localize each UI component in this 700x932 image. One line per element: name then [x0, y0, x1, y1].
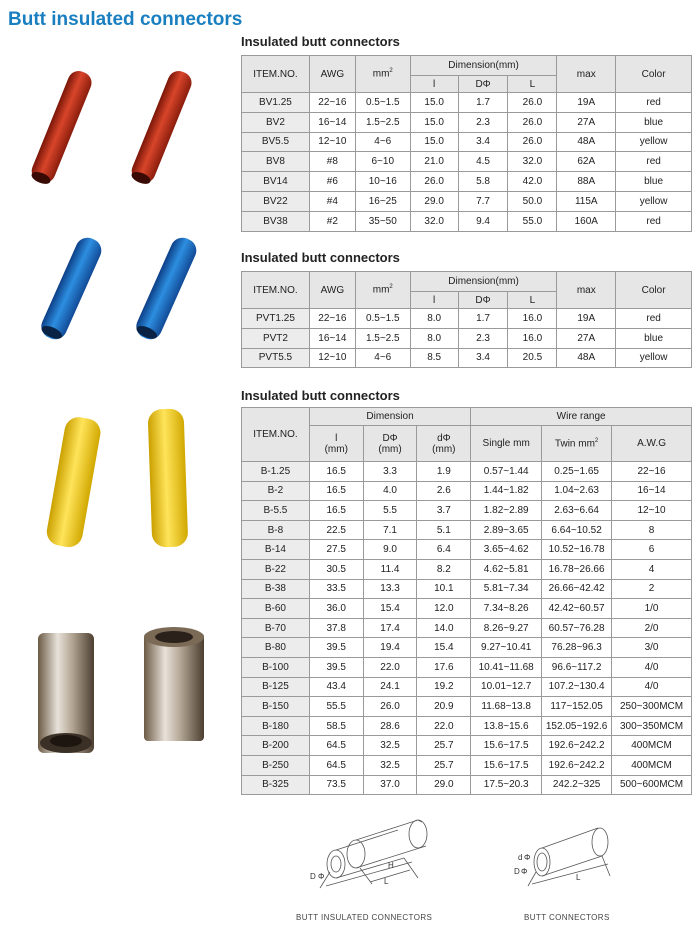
item-cell: PVT5.5 — [242, 348, 310, 368]
header-max: max — [557, 272, 616, 309]
table-cell: 22.0 — [417, 716, 471, 736]
item-cell: B-200 — [242, 736, 310, 756]
table-cell: 22~16 — [612, 462, 692, 482]
item-cell: B-1.25 — [242, 462, 310, 482]
item-cell: B-325 — [242, 775, 310, 795]
table-cell: 16.5 — [309, 501, 363, 521]
table-row — [242, 677, 692, 697]
header-l: l (mm) — [309, 426, 363, 462]
item-cell: PVT1.25 — [242, 309, 310, 329]
table-cell: 64.5 — [309, 736, 363, 756]
table-row — [242, 775, 692, 795]
table-cell: 2/0 — [612, 618, 692, 638]
table-cell: yellow — [616, 132, 692, 152]
table-cell: 48A — [557, 348, 616, 368]
table-cell: 26.66~42.42 — [542, 579, 612, 599]
page-title: Butt insulated connectors — [8, 9, 243, 30]
table-row — [242, 559, 692, 579]
table-cell: 2 — [612, 579, 692, 599]
item-cell: BV14 — [242, 172, 310, 192]
table-cell: 9.0 — [363, 540, 417, 560]
header-dimension: Dimension — [309, 408, 470, 426]
header-dimension: Dimension(mm) — [410, 56, 557, 76]
table-cell: 12.0 — [417, 599, 471, 619]
table-cell: 8.0 — [410, 328, 458, 348]
table-cell: 10.41~11.68 — [471, 657, 542, 677]
table-cell: 27A — [557, 328, 616, 348]
table-cell: 30.5 — [309, 559, 363, 579]
header-mm2: $mm^2$ — [355, 272, 410, 309]
table-cell: 4~6 — [355, 132, 410, 152]
table-row — [242, 716, 692, 736]
diagram-label-d: D — [310, 872, 316, 881]
table-cell: 15.0 — [410, 112, 458, 132]
diagram-label-d2-sym: Φ — [524, 853, 531, 862]
table-cell: 1.44~1.82 — [471, 481, 542, 501]
table-row — [242, 152, 692, 172]
table-cell: 13.8~15.6 — [471, 716, 542, 736]
table-cell: 15.4 — [417, 638, 471, 658]
table-cell: 55.5 — [309, 697, 363, 717]
table-cell: 3.3 — [363, 462, 417, 482]
table-cell: 9.4 — [458, 211, 508, 231]
item-cell: PVT2 — [242, 328, 310, 348]
table-cell: 26.0 — [508, 132, 557, 152]
table-row — [242, 657, 692, 677]
table-cell: 22.0 — [363, 657, 417, 677]
item-cell: B-2 — [242, 481, 310, 501]
yellow-connectors-photo — [38, 405, 218, 555]
table-row — [242, 599, 692, 619]
table-row — [242, 93, 692, 113]
item-cell: B-180 — [242, 716, 310, 736]
table-cell: #6 — [309, 172, 355, 192]
table-cell: 15.6~17.5 — [471, 736, 542, 756]
table-cell: 19.2 — [417, 677, 471, 697]
table-cell: 25.7 — [417, 736, 471, 756]
diagram-caption-insulated: BUTT INSULATED CONNECTORS — [296, 913, 433, 922]
table-cell: 10~16 — [355, 172, 410, 192]
table-cell: 4~6 — [355, 348, 410, 368]
diagram-label-d-sym: Φ — [521, 867, 528, 876]
table-cell: 16.78~26.66 — [542, 559, 612, 579]
table-row — [242, 191, 692, 211]
table-cell: blue — [616, 172, 692, 192]
table-cell: 22.5 — [309, 520, 363, 540]
table-cell: blue — [616, 328, 692, 348]
table-row — [242, 638, 692, 658]
table-cell: 8.0 — [410, 309, 458, 329]
table-cell: 12~10 — [612, 501, 692, 521]
table-cell: 2.89~3.65 — [471, 520, 542, 540]
section-title-1: Insulated butt connectors — [241, 34, 400, 49]
table-cell: 0.5~1.5 — [355, 93, 410, 113]
table-row — [242, 697, 692, 717]
table-cell: 11.68~13.8 — [471, 697, 542, 717]
table-cell: 11.4 — [363, 559, 417, 579]
table-cell: red — [616, 93, 692, 113]
table-cell: 1.04~2.63 — [542, 481, 612, 501]
table-cell: 15.0 — [410, 93, 458, 113]
table-cell: 400MCM — [612, 755, 692, 775]
item-cell: BV22 — [242, 191, 310, 211]
table-cell: 55.0 — [508, 211, 557, 231]
table-cell: 16.0 — [508, 328, 557, 348]
table-cell: 15.4 — [363, 599, 417, 619]
table-cell: 4/0 — [612, 677, 692, 697]
table-cell: 1.7 — [458, 93, 508, 113]
header-d: DΦ — [458, 292, 508, 309]
spec-table-bv — [241, 55, 692, 232]
table-cell: 62A — [557, 152, 616, 172]
table-cell: 0.57~1.44 — [471, 462, 542, 482]
table-cell: #4 — [309, 191, 355, 211]
table-cell: 16~25 — [355, 191, 410, 211]
butt-connector-diagram — [498, 820, 628, 895]
table-cell: 26.0 — [508, 93, 557, 113]
table-cell: 36.0 — [309, 599, 363, 619]
table-cell: 32.0 — [410, 211, 458, 231]
table-cell: 16~14 — [612, 481, 692, 501]
item-cell: B-14 — [242, 540, 310, 560]
table-cell: 22~16 — [309, 309, 355, 329]
table-cell: yellow — [616, 348, 692, 368]
header-awg: AWG — [309, 56, 355, 93]
table-cell: 15.6~17.5 — [471, 755, 542, 775]
table-row — [242, 172, 692, 192]
table-cell: 1.9 — [417, 462, 471, 482]
table-cell: 6~10 — [355, 152, 410, 172]
table-cell: 73.5 — [309, 775, 363, 795]
blue-connectors-photo — [30, 232, 220, 347]
table-row — [242, 481, 692, 501]
table-cell: 16~14 — [309, 328, 355, 348]
table-cell: 117~152.05 — [542, 697, 612, 717]
header-d: DΦ — [458, 76, 508, 93]
table-cell: 19.4 — [363, 638, 417, 658]
table-cell: 5.8 — [458, 172, 508, 192]
item-cell: BV38 — [242, 211, 310, 231]
table-cell: 25.7 — [417, 755, 471, 775]
header-twin: Twin $mm^2$ — [542, 426, 612, 462]
table-cell: 7.34~8.26 — [471, 599, 542, 619]
table-cell: 27A — [557, 112, 616, 132]
header-mm2: $mm^2$ — [355, 56, 410, 93]
table-cell: 2.3 — [458, 328, 508, 348]
table-cell: 5.1 — [417, 520, 471, 540]
table-cell: 19A — [557, 93, 616, 113]
table-cell: 32.5 — [363, 736, 417, 756]
table-cell: 9.27~10.41 — [471, 638, 542, 658]
table-cell: 6.64~10.52 — [542, 520, 612, 540]
table-cell: 22~16 — [309, 93, 355, 113]
table-cell: 24.1 — [363, 677, 417, 697]
table-cell: #2 — [309, 211, 355, 231]
table-cell: 4 — [612, 559, 692, 579]
table-row — [242, 520, 692, 540]
spec-table-b — [241, 407, 692, 795]
table-row — [242, 328, 692, 348]
table-cell: 26.0 — [410, 172, 458, 192]
table-cell: 4.62~5.81 — [471, 559, 542, 579]
table-row — [242, 132, 692, 152]
table-cell: 0.25~1.65 — [542, 462, 612, 482]
table-cell: 3.4 — [458, 348, 508, 368]
section-title-2: Insulated butt connectors — [241, 250, 400, 265]
diagram-label-h: H — [388, 861, 394, 870]
header-color: Color — [616, 272, 692, 309]
table-cell: 1.7 — [458, 309, 508, 329]
header-l: l — [410, 76, 458, 93]
table-cell: 20.5 — [508, 348, 557, 368]
table-cell: 76.28~96.3 — [542, 638, 612, 658]
table-cell: 50.0 — [508, 191, 557, 211]
table-cell: 1/0 — [612, 599, 692, 619]
item-cell: BV1.25 — [242, 93, 310, 113]
table-cell: 21.0 — [410, 152, 458, 172]
table-cell: 152.05~192.6 — [542, 716, 612, 736]
table-row — [242, 211, 692, 231]
table-row — [242, 309, 692, 329]
header-max: max — [557, 56, 616, 93]
table-cell: 43.4 — [309, 677, 363, 697]
table-cell: 37.0 — [363, 775, 417, 795]
table-cell: 26.0 — [363, 697, 417, 717]
item-cell: B-70 — [242, 618, 310, 638]
item-cell: B-125 — [242, 677, 310, 697]
table-cell: 42.42~60.57 — [542, 599, 612, 619]
table-cell: 3.65~4.62 — [471, 540, 542, 560]
item-cell: B-22 — [242, 559, 310, 579]
item-cell: B-150 — [242, 697, 310, 717]
table-cell: 33.5 — [309, 579, 363, 599]
table-cell: 39.5 — [309, 657, 363, 677]
table-cell: 250~300MCM — [612, 697, 692, 717]
diagram-label-d-sym: Φ — [318, 872, 325, 881]
table-cell: 10.01~12.7 — [471, 677, 542, 697]
table-cell: 42.0 — [508, 172, 557, 192]
table-cell: 1.5~2.5 — [355, 112, 410, 132]
diagram-label-l: L — [576, 873, 581, 882]
table-cell: 14.0 — [417, 618, 471, 638]
table-cell: 88A — [557, 172, 616, 192]
table-cell: 2.3 — [458, 112, 508, 132]
table-cell: 3/0 — [612, 638, 692, 658]
table-cell: yellow — [616, 191, 692, 211]
header-L: L — [508, 76, 557, 93]
table-cell: 107.2~130.4 — [542, 677, 612, 697]
item-cell: BV5.5 — [242, 132, 310, 152]
table-cell: 0.5~1.5 — [355, 309, 410, 329]
table-cell: 32.5 — [363, 755, 417, 775]
table-cell: 8 — [612, 520, 692, 540]
table-cell: 300~350MCM — [612, 716, 692, 736]
table-cell: 48A — [557, 132, 616, 152]
item-cell: B-5.5 — [242, 501, 310, 521]
table-cell: 500~600MCM — [612, 775, 692, 795]
table-cell: 1.5~2.5 — [355, 328, 410, 348]
table-row — [242, 112, 692, 132]
table-cell: 12~10 — [309, 348, 355, 368]
item-cell: BV8 — [242, 152, 310, 172]
table-cell: 4.5 — [458, 152, 508, 172]
table-cell: 58.5 — [309, 716, 363, 736]
table-cell: 20.9 — [417, 697, 471, 717]
header-L: L — [508, 292, 557, 309]
table-cell: 8.2 — [417, 559, 471, 579]
header-wire-range: Wire range — [471, 408, 692, 426]
table-cell: 6.4 — [417, 540, 471, 560]
spec-table-pvt — [241, 271, 692, 368]
header-item: ITEM.NO. — [242, 408, 310, 462]
table-cell: 39.5 — [309, 638, 363, 658]
table-cell: 7.1 — [363, 520, 417, 540]
table-cell: 192.6~242.2 — [542, 736, 612, 756]
table-cell: 115A — [557, 191, 616, 211]
table-cell: red — [616, 152, 692, 172]
table-row — [242, 462, 692, 482]
table-cell: 7.7 — [458, 191, 508, 211]
table-cell: 242.2~325 — [542, 775, 612, 795]
table-row — [242, 755, 692, 775]
table-cell: 29.0 — [417, 775, 471, 795]
header-awg: A.W.G — [612, 426, 692, 462]
table-cell: 27.5 — [309, 540, 363, 560]
table-cell: 29.0 — [410, 191, 458, 211]
table-cell: red — [616, 309, 692, 329]
table-cell: 8.26~9.27 — [471, 618, 542, 638]
table-cell: 2.6 — [417, 481, 471, 501]
item-cell: B-250 — [242, 755, 310, 775]
table-cell: 26.0 — [508, 112, 557, 132]
red-connectors-photo — [22, 66, 222, 196]
table-cell: 5.81~7.34 — [471, 579, 542, 599]
header-dimension: Dimension(mm) — [410, 272, 557, 292]
diagram-label-l: L — [384, 877, 389, 886]
table-cell: 60.57~76.28 — [542, 618, 612, 638]
table-cell: 17.5~20.3 — [471, 775, 542, 795]
table-cell: 16.0 — [508, 309, 557, 329]
table-cell: #8 — [309, 152, 355, 172]
table-cell: 64.5 — [309, 755, 363, 775]
table-cell: 160A — [557, 211, 616, 231]
table-cell: 19A — [557, 309, 616, 329]
table-cell: 192.6~242.2 — [542, 755, 612, 775]
item-cell: B-80 — [242, 638, 310, 658]
header-item: ITEM.NO. — [242, 56, 310, 93]
item-cell: B-100 — [242, 657, 310, 677]
table-row — [242, 736, 692, 756]
table-row — [242, 348, 692, 368]
table-cell: 16.5 — [309, 462, 363, 482]
diagram-label-d2: d — [518, 853, 523, 862]
item-cell: B-8 — [242, 520, 310, 540]
metal-connectors-photo — [32, 625, 222, 760]
table-cell: 3.4 — [458, 132, 508, 152]
table-cell: 5.5 — [363, 501, 417, 521]
table-cell: red — [616, 211, 692, 231]
table-cell: 37.8 — [309, 618, 363, 638]
header-awg: AWG — [309, 272, 355, 309]
diagram-label-d: D — [514, 867, 520, 876]
table-row — [242, 501, 692, 521]
table-cell: 6 — [612, 540, 692, 560]
table-cell: 4/0 — [612, 657, 692, 677]
header-d1: DΦ (mm) — [363, 426, 417, 462]
table-cell: 400MCM — [612, 736, 692, 756]
butt-insulated-connector-diagram — [300, 812, 470, 892]
table-cell: 12~10 — [309, 132, 355, 152]
table-cell: blue — [616, 112, 692, 132]
table-cell: 8.5 — [410, 348, 458, 368]
table-cell: 17.6 — [417, 657, 471, 677]
header-l: l — [410, 292, 458, 309]
table-cell: 10.52~16.78 — [542, 540, 612, 560]
table-cell: 16.5 — [309, 481, 363, 501]
table-cell: 17.4 — [363, 618, 417, 638]
item-cell: BV2 — [242, 112, 310, 132]
diagram-caption-plain: BUTT CONNECTORS — [524, 913, 610, 922]
table-cell: 28.6 — [363, 716, 417, 736]
table-cell: 96.6~117.2 — [542, 657, 612, 677]
header-color: Color — [616, 56, 692, 93]
item-cell: B-38 — [242, 579, 310, 599]
table-cell: 2.63~6.64 — [542, 501, 612, 521]
header-single: Single mm — [471, 426, 542, 462]
table-cell: 4.0 — [363, 481, 417, 501]
section-title-3: Insulated butt connectors — [241, 388, 400, 403]
table-cell: 16~14 — [309, 112, 355, 132]
table-cell: 10.1 — [417, 579, 471, 599]
table-row — [242, 540, 692, 560]
header-d2: dΦ (mm) — [417, 426, 471, 462]
table-cell: 13.3 — [363, 579, 417, 599]
table-cell: 32.0 — [508, 152, 557, 172]
table-cell: 35~50 — [355, 211, 410, 231]
table-row — [242, 618, 692, 638]
table-cell: 3.7 — [417, 501, 471, 521]
item-cell: B-60 — [242, 599, 310, 619]
table-cell: 15.0 — [410, 132, 458, 152]
header-item: ITEM.NO. — [242, 272, 310, 309]
table-row — [242, 579, 692, 599]
table-cell: 1.82~2.89 — [471, 501, 542, 521]
